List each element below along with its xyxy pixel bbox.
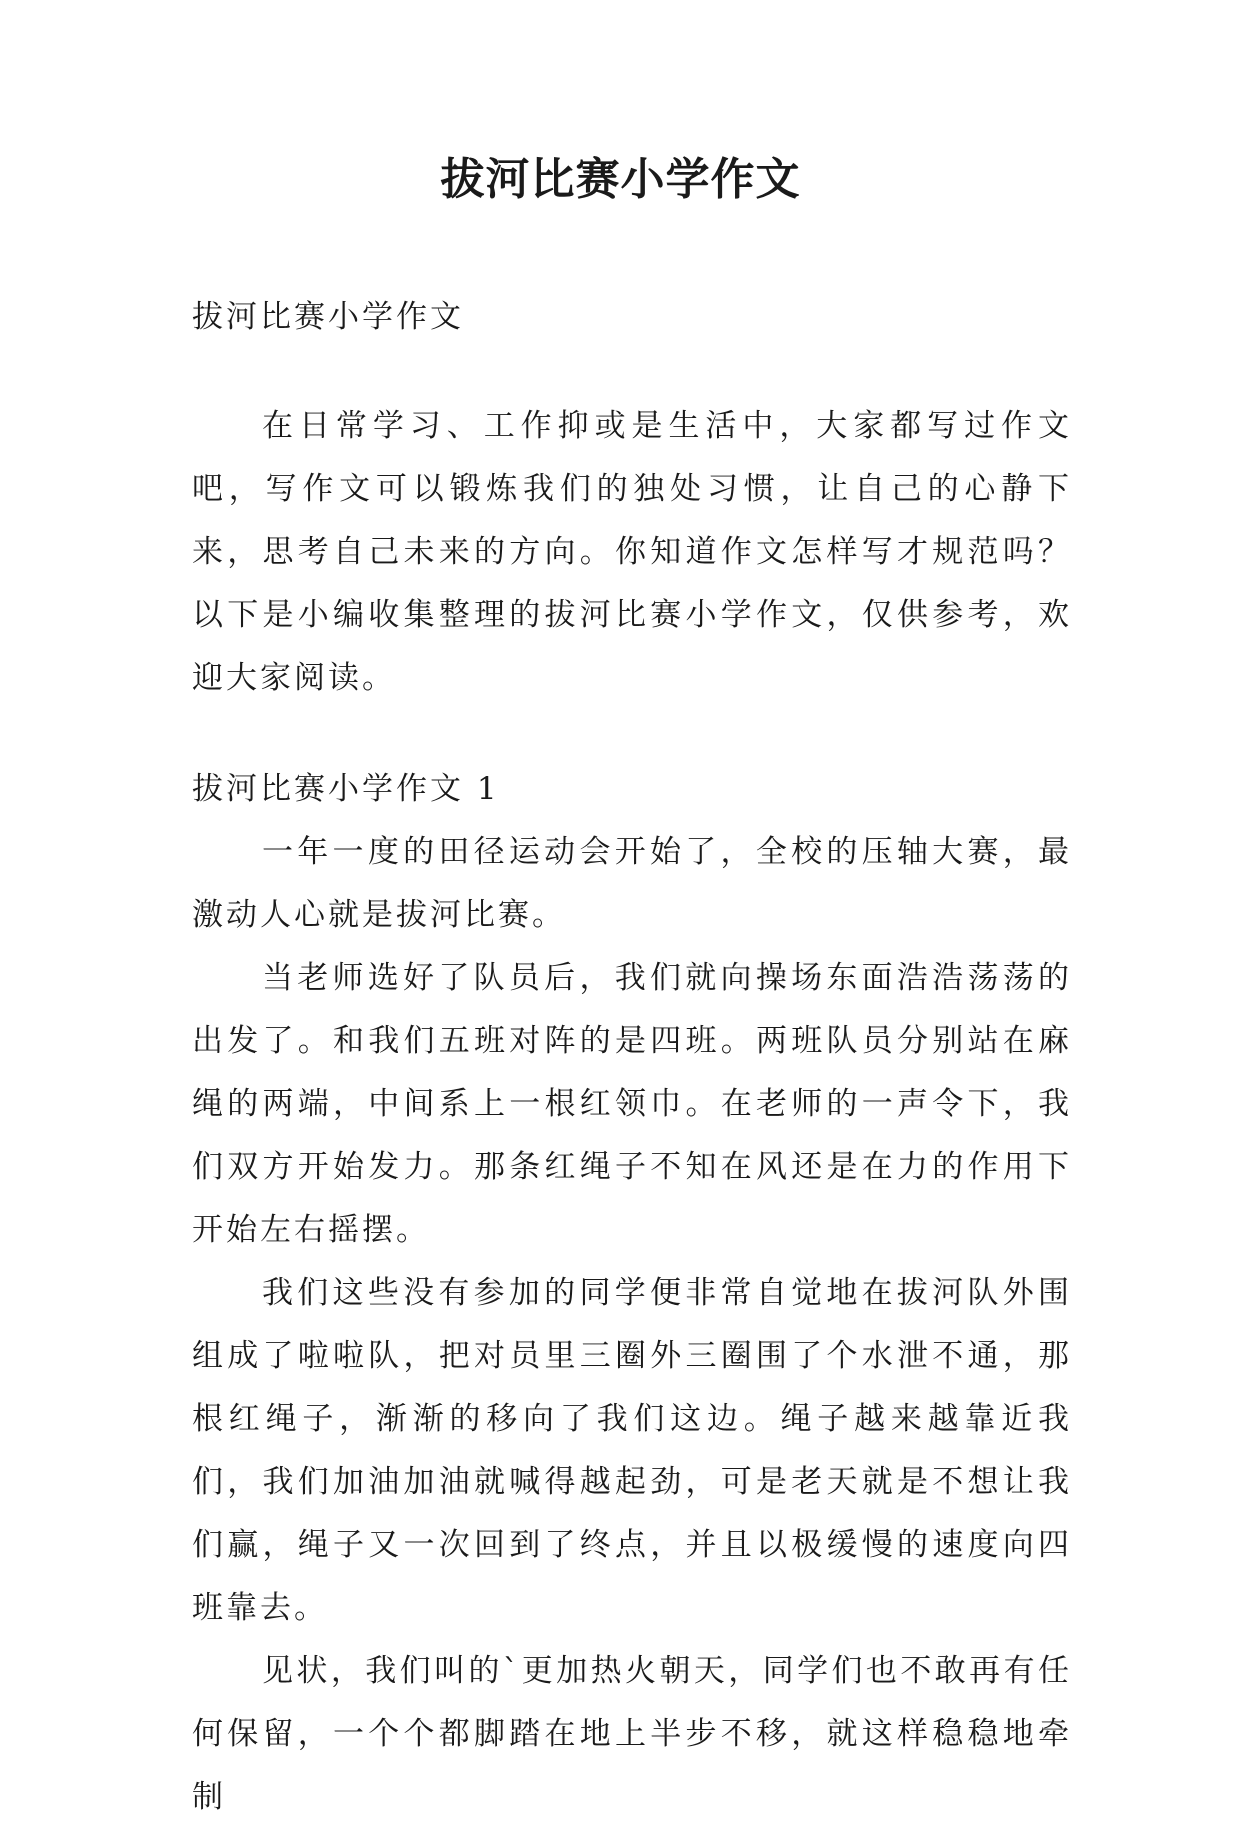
body-paragraph-4: 见状，我们叫的`更加热火朝天，同学们也不敢再有任何保留，一个个都脚踏在地上半步不移，就这样稳稳地牵制	[192, 1653, 1072, 1815]
section-heading: 拔河比赛小学作文 1	[192, 771, 500, 807]
document-title: 拔河比赛小学作文	[440, 154, 801, 205]
document-subtitle: 拔河比赛小学作文	[192, 299, 464, 335]
intro-paragraph: 在日常学习、工作抑或是生活中，大家都写过作文吧，写作文可以锻炼我们的独处习惯，让自己的心静下来，思考自己未来的方向。你知道作文怎样写才规范吗？以下是小编收集整理的拔河比赛小学作文，仅供参考，欢迎大家阅读。	[192, 408, 1072, 696]
document-body	[192, 286, 1072, 1829]
body-paragraph-1: 一年一度的田径运动会开始了，全校的压轴大赛，最激动人心就是拔河比赛。	[192, 834, 1072, 933]
body-paragraph-3: 我们这些没有参加的同学便非常自觉地在拔河队外围组成了啦啦队，把对员里三圈外三圈围了个水泄不通，那根红绳子，渐渐的移向了我们这边。绳子越来越靠近我们，我们加油加油就喊得越起劲，可是老天就是不想让我们赢，绳子又一次回到了终点，并且以极缓慢的速度向四班靠去。	[192, 1275, 1072, 1626]
body-paragraph-2: 当老师选好了队员后，我们就向操场东面浩浩荡荡的出发了。和我们五班对阵的是四班。两班队员分别站在麻绳的两端，中间系上一根红领巾。在老师的一声令下，我们双方开始发力。那条红绳子不知在风还是在力的作用下开始左右摇摆。	[192, 960, 1072, 1248]
